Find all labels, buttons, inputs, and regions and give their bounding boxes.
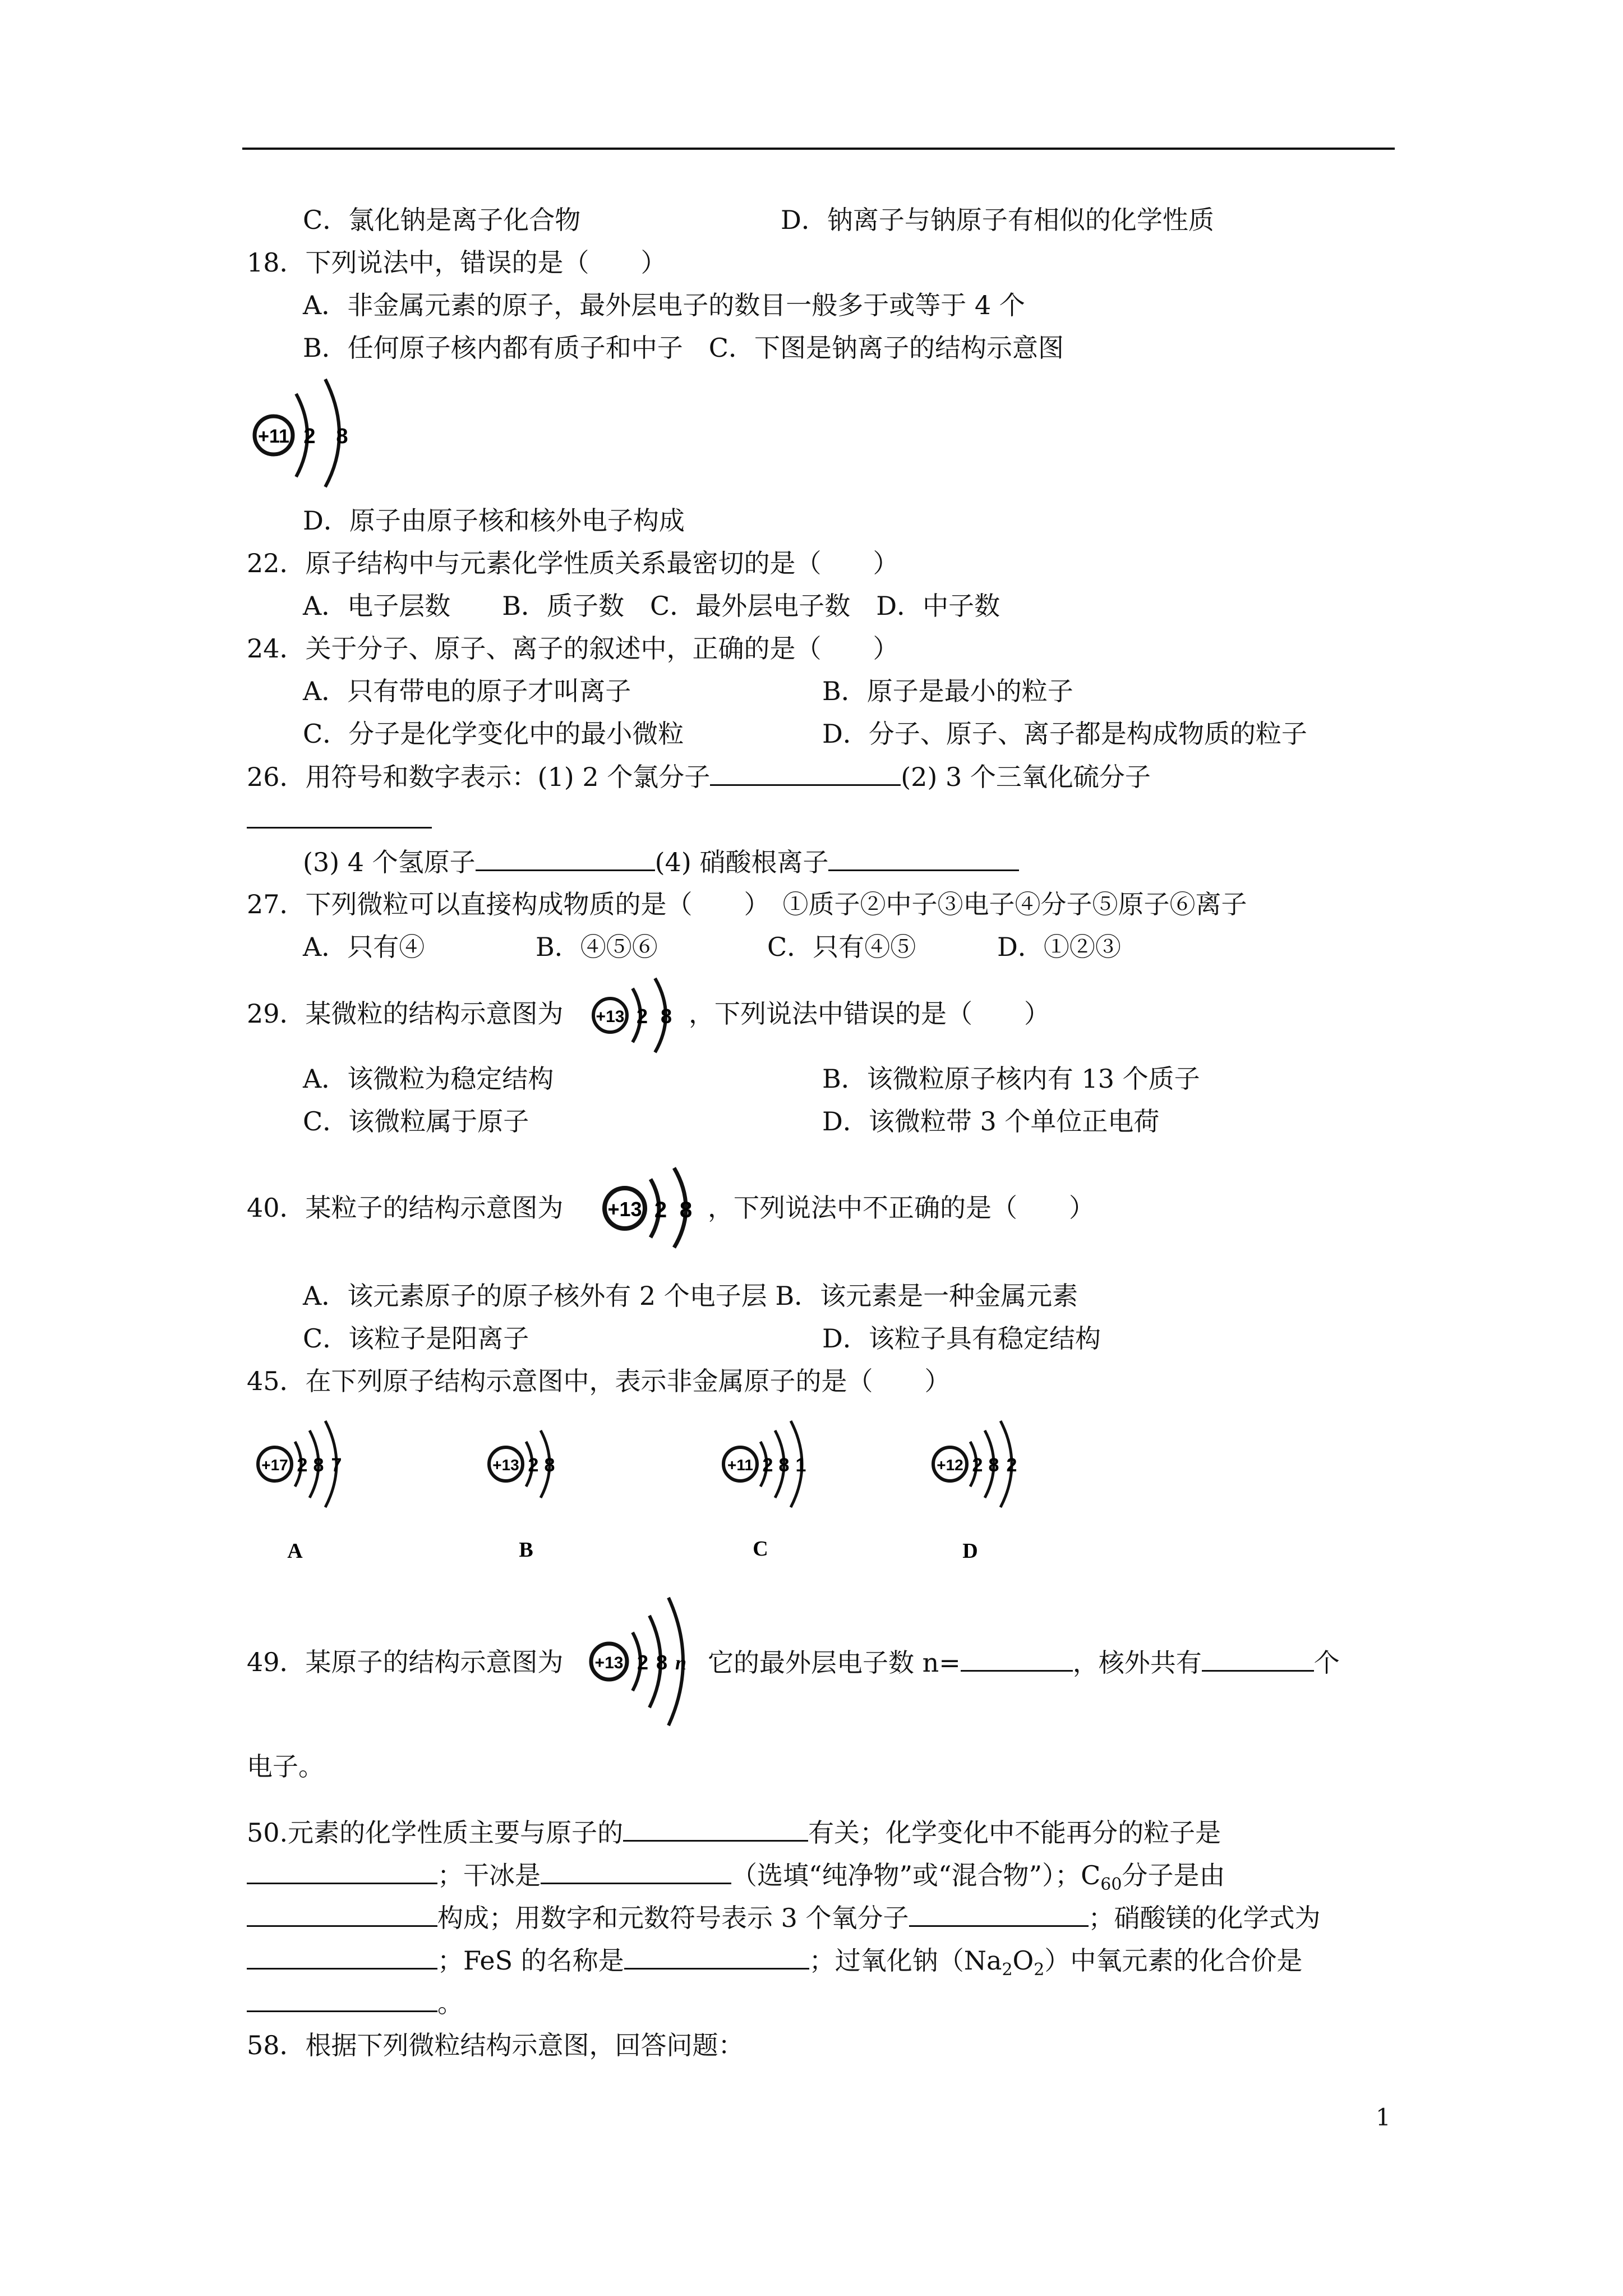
choice-letter: B: [519, 1538, 533, 1562]
q49-stem-part-1: 49．某原子的结构示意图为: [247, 1647, 564, 1677]
answer-blank[interactable]: [247, 1858, 437, 1884]
nucleus-label: +12: [937, 1456, 963, 1474]
q26-part-4: (4) 硝酸根离子: [654, 847, 829, 877]
shell-3-count: 7: [331, 1455, 342, 1476]
answer-blank[interactable]: [909, 1901, 1089, 1927]
shell-2-count: 8: [660, 1005, 672, 1028]
q50-part-8: ；FeS 的名称是: [437, 1945, 624, 1976]
q18-option-bc: B．任何原子核内都有质子和中子 C．下图是钠离子的结构示意图: [303, 333, 1064, 363]
q27-option-b: B．④⑤⑥: [536, 932, 658, 962]
q45-diagram-b: [485, 1416, 597, 1568]
q40-stem-part-1: 40．某粒子的结构示意图为: [247, 1193, 564, 1223]
q24-option-d: D．分子、原子、离子都是构成物质的粒子: [822, 719, 1307, 749]
q29-option-c: C．该微粒属于原子: [303, 1106, 529, 1137]
q40-stem-part-2: ，下列说法中不正确的是（ ）: [708, 1193, 1095, 1223]
shell-2-count: 8: [313, 1455, 324, 1476]
subscript: 60: [1100, 1875, 1122, 1895]
shell-2-count: 8: [778, 1455, 790, 1476]
q29-option-a: A．该微粒为稳定结构: [303, 1064, 554, 1094]
answer-blank[interactable]: [623, 1815, 808, 1842]
shell-1-count: 2: [297, 1455, 308, 1476]
page-number: 1: [1376, 2104, 1391, 2131]
q27-option-d: D．①②③: [997, 932, 1121, 962]
q45-diagram-a: [253, 1416, 366, 1568]
subscript: 2: [1002, 1960, 1013, 1980]
nucleus-label: +13: [607, 1198, 642, 1221]
q49-stem-part-2: 它的最外层电子数 n=: [708, 1648, 961, 1678]
q50-part-3: ；干冰是: [437, 1860, 541, 1890]
q29-stem-part-1: 29．某微粒的结构示意图为: [247, 999, 564, 1029]
answer-blank[interactable]: [1202, 1645, 1314, 1672]
shell-1-count: 2: [528, 1455, 539, 1476]
q40-diagram: [599, 1166, 711, 1250]
q24-option-c: C．分子是化学变化中的最小微粒: [303, 719, 684, 749]
q49-stem-part-4: 个: [1313, 1648, 1340, 1678]
choice-letter: C: [753, 1537, 768, 1561]
q24-option-b: B．原子是最小的粒子: [822, 676, 1073, 706]
q29-stem-part-2: ，下列说法中错误的是（ ）: [689, 999, 1050, 1029]
q50-part-9: ；过氧化钠（Na: [809, 1945, 1002, 1976]
subscript: 2: [1034, 1960, 1045, 1980]
choice-letter: A: [287, 1539, 303, 1563]
q17-option-c: C．氯化钠是离子化合物: [303, 205, 581, 235]
shell-2-count: 8: [544, 1455, 555, 1476]
q45-diagram-c: [719, 1416, 831, 1568]
shell-2-count: 8: [656, 1651, 668, 1674]
q17-option-d: D．钠离子与钠原子有相似的化学性质: [781, 205, 1214, 235]
q50-line-4: [247, 1943, 1302, 1987]
q49-stem-end: 电子。: [247, 1751, 324, 1782]
q29-option-d: D．该微粒带 3 个单位正电荷: [822, 1106, 1160, 1137]
q24-option-a: A．只有带电的原子才叫离子: [303, 676, 631, 706]
q49-line: [708, 1645, 1340, 1680]
header-rule: [242, 148, 1395, 150]
q50-part-2: 有关；化学变化中不能再分的粒子是: [808, 1818, 1221, 1848]
q45-diagram-d: [929, 1416, 1041, 1568]
q29-diagram: [588, 976, 694, 1055]
q18-option-a: A．非金属元素的原子，最外层电子的数目一般多于或等于 4 个: [303, 290, 1025, 320]
q26-line-1: [247, 760, 1151, 794]
q50-part-5: 分子是由: [1122, 1860, 1225, 1890]
answer-blank[interactable]: [961, 1645, 1073, 1672]
q40-options-ab: A．该元素原子的原子核外有 2 个电子层 B．该元素是一种金属元素: [303, 1281, 1078, 1311]
nucleus-label: +13: [596, 1007, 625, 1026]
shell-3-count: 2: [1006, 1455, 1017, 1476]
q50-part-1: 50.元素的化学性质主要与原子的: [247, 1818, 624, 1848]
q50-line-5: [247, 1986, 463, 2020]
sodium-ion-diagram: [247, 377, 370, 489]
shell-2-count: 8: [988, 1455, 999, 1476]
answer-blank[interactable]: [541, 1858, 731, 1884]
shell-1-count: 2: [637, 1651, 649, 1674]
choice-letter: D: [962, 1539, 978, 1563]
nucleus-label: +11: [258, 426, 289, 447]
q50-part-4: （选填“纯净物”或“混合物”）；C: [731, 1860, 1101, 1890]
q27-stem: 27．下列微粒可以直接构成物质的是（ ） ①质子②中子③电子④分子⑤原子⑥离子: [247, 889, 1247, 919]
q29-option-b: B．该微粒原子核内有 13 个质子: [822, 1064, 1200, 1094]
q50-line-1: [247, 1815, 1221, 1849]
q22-options: A．电子层数 B．质子数 C．最外层电子数 D．中子数: [303, 591, 1000, 621]
q50-line-3: [247, 1901, 1321, 1935]
q27-option-a: A．只有④: [303, 932, 425, 962]
q40-option-c: C．该粒子是阳离子: [303, 1323, 529, 1354]
answer-blank[interactable]: [247, 1901, 437, 1927]
answer-blank[interactable]: [247, 802, 432, 829]
q50-part-10: O: [1012, 1945, 1034, 1976]
shell-1-count: 2: [654, 1198, 667, 1222]
answer-blank[interactable]: [624, 1943, 809, 1970]
shell-1-count: 2: [762, 1455, 773, 1476]
q50-part-12: 。: [437, 1988, 463, 2018]
shell-1-count: 2: [972, 1455, 983, 1476]
q58-stem: 58．根据下列微粒结构示意图，回答问题：: [247, 2030, 744, 2060]
q45-stem: 45．在下列原子结构示意图中，表示非金属原子的是（ ）: [247, 1366, 951, 1396]
q26-line-3: [303, 845, 1019, 879]
q18-option-d: D．原子由原子核和核外电子构成: [303, 505, 685, 536]
nucleus-label: +13: [492, 1456, 519, 1474]
q49-stem-part-3: ，核外共有: [1072, 1648, 1202, 1678]
shell-1-count: 2: [303, 425, 316, 448]
q49-diagram: [587, 1593, 716, 1728]
q18-stem: 18．下列说法中，错误的是（ ）: [247, 247, 667, 278]
shell-3-count: n: [675, 1651, 687, 1674]
shell-3-count: 1: [795, 1455, 806, 1476]
q50-part-11: ）中氧元素的化合价是: [1044, 1945, 1303, 1976]
shell-1-count: 2: [636, 1005, 648, 1028]
q26-part-2: (2) 3 个三氧化硫分子: [901, 762, 1151, 792]
shell-2-count: 8: [336, 425, 348, 448]
q24-stem: 24．关于分子、原子、离子的叙述中，正确的是（ ）: [247, 633, 899, 664]
q22-stem: 22．原子结构中与元素化学性质关系最密切的是（ ）: [247, 548, 899, 578]
answer-blank[interactable]: [828, 845, 1019, 871]
q26-part-3: (3) 4 个氢原子: [303, 847, 476, 877]
q50-line-2: [247, 1858, 1225, 1902]
answer-blank[interactable]: [247, 1943, 437, 1970]
answer-blank[interactable]: [710, 760, 901, 786]
q27-option-c: C．只有④⑤: [767, 932, 916, 962]
q26-part-1: 26．用符号和数字表示：(1) 2 个氯分子: [247, 762, 711, 792]
answer-blank[interactable]: [247, 1986, 437, 2012]
nucleus-label: +17: [261, 1456, 288, 1474]
q40-option-d: D．该粒子具有稳定结构: [822, 1323, 1101, 1354]
nucleus-label: +11: [727, 1456, 753, 1474]
q50-part-7: ；硝酸镁的化学式为: [1088, 1903, 1321, 1933]
answer-blank[interactable]: [476, 845, 655, 871]
q50-part-6: 构成；用数字和元数符号表示 3 个氧分子: [437, 1903, 909, 1933]
nucleus-label: +13: [594, 1654, 624, 1672]
shell-2-count: 8: [679, 1198, 693, 1222]
q26-line-2: [247, 802, 432, 836]
